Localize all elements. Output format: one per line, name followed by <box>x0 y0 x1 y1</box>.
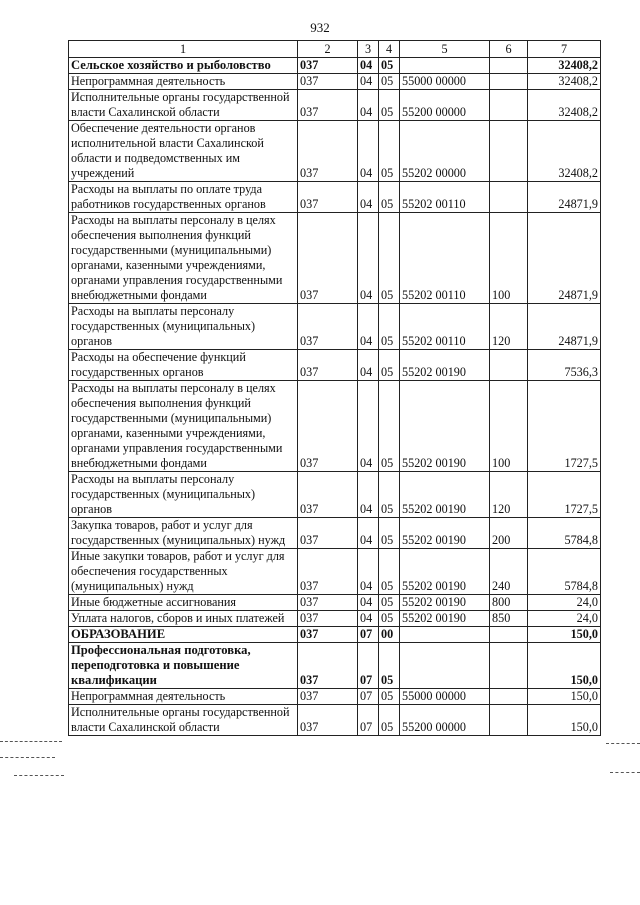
cell-amount: 32408,2 <box>528 58 601 74</box>
table-row <box>69 304 601 350</box>
cell-subsection-code: 05 <box>379 518 400 549</box>
table-row <box>69 182 601 213</box>
cell-section-code: 04 <box>358 182 379 213</box>
cell-subsection-code: 00 <box>379 627 400 643</box>
cell-expense-type <box>490 627 528 643</box>
table-row <box>69 705 601 736</box>
cell-ministry-code: 037 <box>298 689 358 705</box>
cell-section-code: 04 <box>358 381 379 472</box>
cell-subsection-code: 05 <box>379 304 400 350</box>
cell-amount: 7536,3 <box>528 350 601 381</box>
cell-ministry-code: 037 <box>298 381 358 472</box>
cell-expense-type: 120 <box>490 304 528 350</box>
cell-ministry-code: 037 <box>298 549 358 595</box>
cell-name: Расходы на выплаты по оплате труда работников государственных органов <box>69 182 298 213</box>
scan-artifact-line <box>610 772 640 773</box>
cell-amount: 150,0 <box>528 627 601 643</box>
cell-ministry-code: 037 <box>298 121 358 182</box>
cell-section-code: 04 <box>358 213 379 304</box>
table-row <box>69 74 601 90</box>
cell-expense-type <box>490 350 528 381</box>
cell-amount: 32408,2 <box>528 90 601 121</box>
cell-expense-type: 200 <box>490 518 528 549</box>
page-number: 932 <box>310 20 330 35</box>
cell-section-code: 07 <box>358 689 379 705</box>
cell-ministry-code: 037 <box>298 627 358 643</box>
table-row <box>69 595 601 611</box>
table-row <box>69 627 601 643</box>
cell-ministry-code: 037 <box>298 705 358 736</box>
cell-section-code: 04 <box>358 518 379 549</box>
cell-section-code: 04 <box>358 74 379 90</box>
cell-subsection-code: 05 <box>379 121 400 182</box>
cell-target-article <box>400 643 490 689</box>
cell-name: Сельское хозяйство и рыболовство <box>69 58 298 74</box>
cell-subsection-code: 05 <box>379 549 400 595</box>
header-cell-target-article: 5 <box>400 41 490 58</box>
cell-target-article: 55202 00190 <box>400 611 490 627</box>
cell-expense-type <box>490 643 528 689</box>
cell-expense-type: 240 <box>490 549 528 595</box>
header-cell-subsection: 4 <box>379 41 400 58</box>
cell-amount: 24871,9 <box>528 304 601 350</box>
cell-subsection-code: 05 <box>379 90 400 121</box>
cell-expense-type <box>490 58 528 74</box>
cell-name: Профессиональная подготовка, переподготовка и повышение квалификации <box>69 643 298 689</box>
cell-subsection-code: 05 <box>379 74 400 90</box>
header-cell-section: 3 <box>358 41 379 58</box>
table-row <box>69 689 601 705</box>
cell-name: Расходы на выплаты персоналу государственных (муниципальных) органов <box>69 472 298 518</box>
cell-section-code: 04 <box>358 350 379 381</box>
table-row <box>69 549 601 595</box>
cell-target-article: 55202 00190 <box>400 350 490 381</box>
cell-target-article: 55202 00110 <box>400 304 490 350</box>
cell-subsection-code: 05 <box>379 611 400 627</box>
cell-ministry-code: 037 <box>298 518 358 549</box>
cell-target-article: 55202 00190 <box>400 595 490 611</box>
table-row <box>69 611 601 627</box>
cell-name: Расходы на выплаты персоналу государственных (муниципальных) органов <box>69 304 298 350</box>
scan-artifact-line <box>0 741 62 742</box>
cell-expense-type: 100 <box>490 381 528 472</box>
cell-amount: 1727,5 <box>528 381 601 472</box>
table-row <box>69 518 601 549</box>
scan-artifact-line <box>606 743 640 744</box>
cell-subsection-code: 05 <box>379 472 400 518</box>
cell-expense-type: 850 <box>490 611 528 627</box>
cell-section-code: 07 <box>358 643 379 689</box>
cell-name: Обеспечение деятельности органов исполнительной власти Сахалинской области и подведомственных им учреждений <box>69 121 298 182</box>
cell-target-article: 55200 00000 <box>400 705 490 736</box>
table-row <box>69 90 601 121</box>
cell-target-article <box>400 627 490 643</box>
cell-subsection-code: 05 <box>379 643 400 689</box>
cell-target-article: 55202 00190 <box>400 472 490 518</box>
cell-ministry-code: 037 <box>298 595 358 611</box>
cell-target-article: 55000 00000 <box>400 689 490 705</box>
cell-name: Расходы на выплаты персоналу в целях обеспечения выполнения функций государственными (муниципальными) органами, казенными учреждениями, органами управления государственными внебюджетными фондами <box>69 213 298 304</box>
cell-target-article: 55200 00000 <box>400 90 490 121</box>
cell-expense-type <box>490 121 528 182</box>
cell-section-code: 07 <box>358 627 379 643</box>
cell-subsection-code: 05 <box>379 58 400 74</box>
cell-name: Исполнительные органы государственной власти Сахалинской области <box>69 90 298 121</box>
table-row <box>69 381 601 472</box>
table-body <box>69 58 601 736</box>
cell-section-code: 04 <box>358 595 379 611</box>
header-cell-name: 1 <box>69 41 298 58</box>
table-row <box>69 213 601 304</box>
cell-subsection-code: 05 <box>379 182 400 213</box>
cell-amount: 24,0 <box>528 595 601 611</box>
cell-name: Иные бюджетные ассигнования <box>69 595 298 611</box>
cell-name: Непрограммная деятельность <box>69 74 298 90</box>
cell-section-code: 07 <box>358 705 379 736</box>
cell-subsection-code: 05 <box>379 705 400 736</box>
scan-artifact-line <box>14 775 64 776</box>
table-row <box>69 350 601 381</box>
cell-amount: 150,0 <box>528 643 601 689</box>
cell-subsection-code: 05 <box>379 381 400 472</box>
header-cell-expense-type: 6 <box>490 41 528 58</box>
cell-section-code: 04 <box>358 58 379 74</box>
cell-expense-type: 100 <box>490 213 528 304</box>
table-row <box>69 643 601 689</box>
cell-amount: 24871,9 <box>528 213 601 304</box>
table-row <box>69 472 601 518</box>
cell-ministry-code: 037 <box>298 213 358 304</box>
cell-amount: 32408,2 <box>528 74 601 90</box>
cell-amount: 24,0 <box>528 611 601 627</box>
cell-name: Непрограммная деятельность <box>69 689 298 705</box>
cell-ministry-code: 037 <box>298 304 358 350</box>
cell-name: Иные закупки товаров, работ и услуг для обеспечения государственных (муниципальных) нужд <box>69 549 298 595</box>
cell-section-code: 04 <box>358 472 379 518</box>
cell-ministry-code: 037 <box>298 74 358 90</box>
table-header <box>69 41 601 58</box>
cell-expense-type <box>490 90 528 121</box>
cell-expense-type: 120 <box>490 472 528 518</box>
cell-target-article <box>400 58 490 74</box>
scan-artifact-line <box>0 757 55 758</box>
cell-ministry-code: 037 <box>298 643 358 689</box>
cell-name: Исполнительные органы государственной власти Сахалинской области <box>69 705 298 736</box>
cell-expense-type <box>490 74 528 90</box>
cell-amount: 150,0 <box>528 705 601 736</box>
cell-target-article: 55202 00190 <box>400 549 490 595</box>
cell-ministry-code: 037 <box>298 472 358 518</box>
header-cell-ministry: 2 <box>298 41 358 58</box>
cell-section-code: 04 <box>358 549 379 595</box>
cell-name: Расходы на обеспечение функций государственных органов <box>69 350 298 381</box>
cell-name: ОБРАЗОВАНИЕ <box>69 627 298 643</box>
table-row <box>69 58 601 74</box>
table-row <box>69 121 601 182</box>
cell-subsection-code: 05 <box>379 213 400 304</box>
header-row <box>69 41 601 58</box>
cell-amount: 150,0 <box>528 689 601 705</box>
cell-name: Уплата налогов, сборов и иных платежей <box>69 611 298 627</box>
header-cell-amount: 7 <box>528 41 601 58</box>
cell-expense-type <box>490 705 528 736</box>
budget-table <box>68 40 601 736</box>
cell-section-code: 04 <box>358 121 379 182</box>
cell-subsection-code: 05 <box>379 595 400 611</box>
cell-target-article: 55202 00000 <box>400 121 490 182</box>
cell-amount: 24871,9 <box>528 182 601 213</box>
cell-name: Закупка товаров, работ и услуг для государственных (муниципальных) нужд <box>69 518 298 549</box>
cell-target-article: 55202 00110 <box>400 213 490 304</box>
cell-ministry-code: 037 <box>298 182 358 213</box>
cell-amount: 1727,5 <box>528 472 601 518</box>
cell-section-code: 04 <box>358 90 379 121</box>
cell-amount: 32408,2 <box>528 121 601 182</box>
cell-target-article: 55202 00110 <box>400 182 490 213</box>
cell-expense-type <box>490 689 528 705</box>
cell-amount: 5784,8 <box>528 518 601 549</box>
cell-section-code: 04 <box>358 611 379 627</box>
cell-expense-type: 800 <box>490 595 528 611</box>
cell-expense-type <box>490 182 528 213</box>
cell-section-code: 04 <box>358 304 379 350</box>
cell-target-article: 55000 00000 <box>400 74 490 90</box>
cell-target-article: 55202 00190 <box>400 381 490 472</box>
cell-subsection-code: 05 <box>379 350 400 381</box>
cell-subsection-code: 05 <box>379 689 400 705</box>
cell-ministry-code: 037 <box>298 90 358 121</box>
cell-ministry-code: 037 <box>298 611 358 627</box>
cell-ministry-code: 037 <box>298 58 358 74</box>
cell-target-article: 55202 00190 <box>400 518 490 549</box>
cell-ministry-code: 037 <box>298 350 358 381</box>
cell-name: Расходы на выплаты персоналу в целях обеспечения выполнения функций государственными (муниципальными) органами, казенными учреждениями, органами управления государственными внебюджетными фондами <box>69 381 298 472</box>
cell-amount: 5784,8 <box>528 549 601 595</box>
